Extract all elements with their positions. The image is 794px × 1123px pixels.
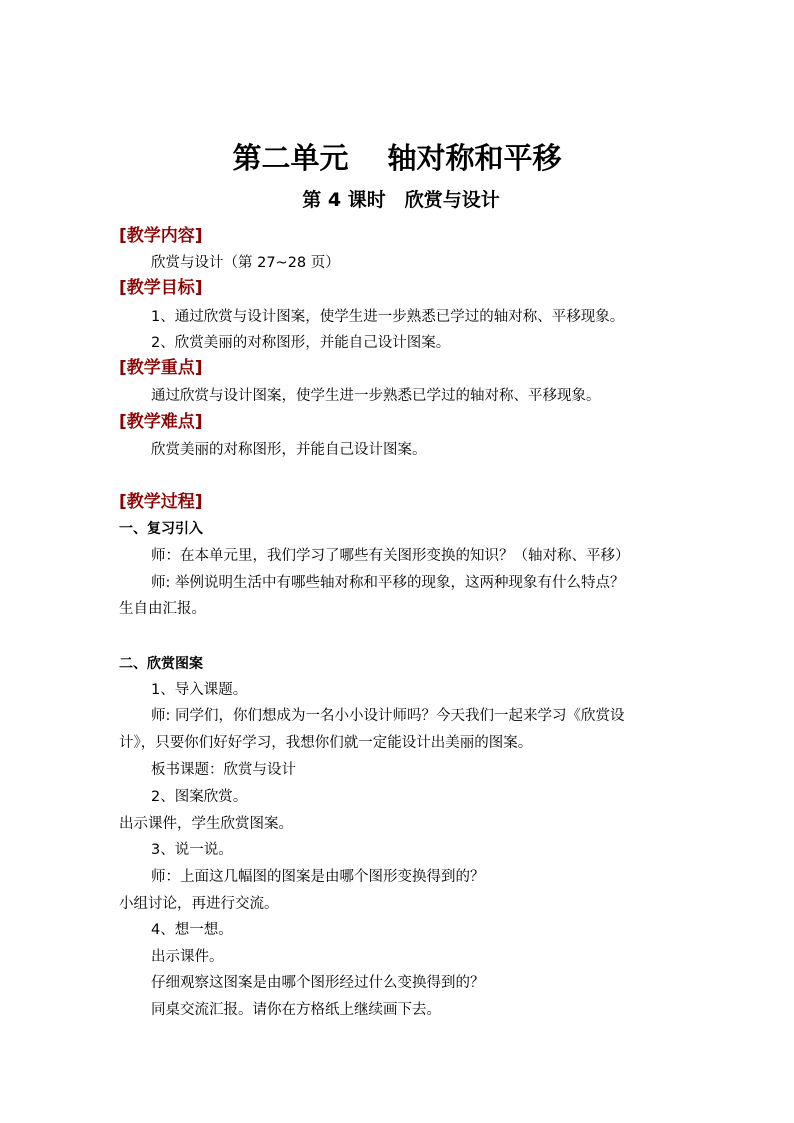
section2-line: 出示课件。 (151, 949, 224, 965)
heading-teaching-process: [教学过程] (119, 492, 203, 512)
section2-line: 师: 同学们，你们想成为一名小小设计师吗？今天我们一起来学习《欣赏设 (151, 708, 625, 724)
section2-line: 小组讨论，再进行交流。 (119, 896, 279, 912)
goal-item: 2、欣赏美丽的对称图形，并能自己设计图案。 (151, 335, 451, 351)
content-text: 欣赏与设计（第 27~28 页） (151, 255, 340, 271)
heading-teaching-key: [教学重点] (119, 358, 203, 378)
section2-line: 板书课题：欣赏与设计 (151, 762, 296, 778)
section2-line: 2、图案欣赏。 (151, 789, 248, 805)
section2-line: 4、想一想。 (151, 922, 233, 938)
page-title: 第二单元 轴对称和平移 (232, 141, 562, 175)
section2-title: 二、欣赏图案 (119, 656, 203, 672)
heading-teaching-content: [教学内容] (119, 226, 203, 246)
section2-line: 3、说一说。 (151, 842, 233, 858)
difficulty-text: 欣赏美丽的对称图形，并能自己设计图案。 (151, 442, 427, 458)
section2-line: 出示课件，学生欣赏图案。 (119, 816, 293, 832)
heading-teaching-difficulty: [教学难点] (119, 412, 203, 432)
section1-line: 生自由汇报。 (119, 601, 206, 617)
section1-line: 师: 举例说明生活中有哪些轴对称和平移的现象，这两种现象有什么特点？ (151, 575, 625, 591)
lesson-subtitle: 第 4 课时 欣赏与设计 (302, 189, 500, 211)
section1-title: 一、复习引入 (119, 521, 203, 537)
section2-line: 1、导入课题。 (151, 682, 248, 698)
goal-item: 1、通过欣赏与设计图案，使学生进一步熟悉已学过的轴对称、平移现象。 (151, 309, 625, 325)
section2-line: 师：上面这几幅图的图案是由哪个图形变换得到的？ (151, 869, 485, 885)
key-text: 通过欣赏与设计图案，使学生进一步熟悉已学过的轴对称、平移现象。 (151, 388, 601, 404)
section2-line: 同桌交流汇报。请你在方格纸上继续画下去。 (151, 1002, 441, 1018)
section1-line: 师：在本单元里，我们学习了哪些有关图形变换的知识？（轴对称、平移） (151, 548, 630, 564)
heading-teaching-goals: [教学目标] (119, 278, 203, 298)
section2-line: 计》，只要你们好好学习，我想你们就一定能设计出美丽的图案。 (119, 735, 533, 751)
section2-line: 仔细观察这图案是由哪个图形经过什么变换得到的？ (151, 975, 485, 991)
